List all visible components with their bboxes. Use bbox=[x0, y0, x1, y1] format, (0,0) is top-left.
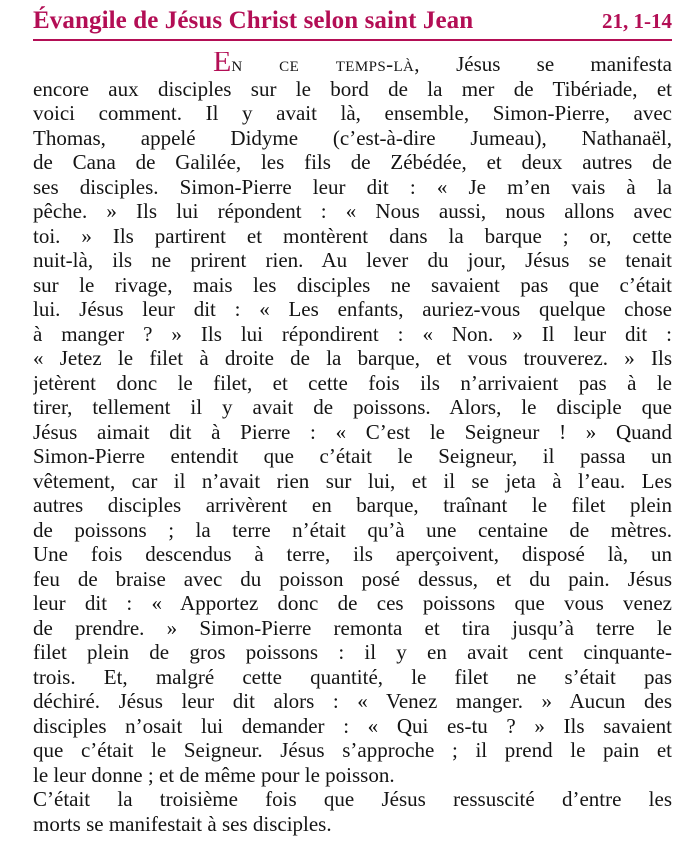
body-line: vêtement, car il n’avait rien sur lui, et il se jeta à l’eau. Les bbox=[33, 468, 672, 493]
body-line: de prendre. » Simon-Pierre remonta et tira jusqu’à terre le bbox=[33, 615, 672, 640]
reading-title: Évangile de Jésus Christ selon saint Jean bbox=[33, 7, 474, 34]
body-line: lui. Jésus leur dit : « Les enfants, auriez-vous quelque chose bbox=[33, 297, 672, 321]
body-line: morts se manifestait à ses disciples. bbox=[33, 811, 332, 836]
body-line: feu de braise avec du poisson posé dessus, et du pain. Jésus bbox=[33, 566, 672, 591]
body-line: leur dit : « Apportez donc de ces poissons que vous venez bbox=[33, 591, 672, 615]
body-line: le leur donne ; et de même pour le poisson. bbox=[33, 762, 395, 787]
body-line: « Jetez le filet à droite de la barque, et vous trouverez. » Ils bbox=[33, 346, 672, 370]
body-line: disciples n’osait lui demander : « Qui es-tu ? » Ils savaient bbox=[33, 713, 672, 738]
body-line: Simon-Pierre entendit que c’était le Seigneur, il passa un bbox=[33, 444, 672, 468]
reading-reference: 21, 1-14 bbox=[602, 9, 672, 33]
body-line: C’était la troisième fois que Jésus ressuscité d’entre les bbox=[33, 787, 672, 811]
body-line: Thomas, appelé Didyme (c’est-à-dire Jumeau), Nathanaël, bbox=[33, 125, 672, 150]
body-line: trois. Et, malgré cette quantité, le filet ne s’était pas bbox=[33, 664, 672, 689]
body-line: Une fois descendus à terre, ils aperçoivent, disposé là, un bbox=[33, 542, 672, 566]
incipit-smallcaps: n ce temps-là, bbox=[231, 52, 420, 76]
body-line: ses disciples. Simon-Pierre leur dit : « Je m’en vais à la bbox=[33, 174, 672, 199]
dropcap-initial: E bbox=[213, 52, 232, 77]
body-line: pêche. » Ils lui répondent : « Nous aussi, nous allons avec bbox=[33, 199, 672, 223]
body-line: encore aux disciples sur le bord de la mer de Tibériade, et bbox=[33, 76, 672, 101]
body-line: de Cana de Galilée, les fils de Zébédée, et deux autres de bbox=[33, 150, 672, 174]
body-line: filet plein de gros poissons : il y en avait cent cinquante- bbox=[33, 640, 672, 664]
body-line: de poissons ; la terre n’était qu’à une centaine de mètres. bbox=[33, 517, 672, 542]
header-rule bbox=[33, 39, 672, 41]
body-line: voici comment. Il y avait là, ensemble, Simon-Pierre, avec bbox=[33, 101, 672, 125]
reading-header bbox=[33, 5, 672, 37]
body-line: que c’était le Seigneur. Jésus s’approche ; il prend le pain et bbox=[33, 738, 672, 762]
body-line: autres disciples arrivèrent en barque, traînant le filet plein bbox=[33, 493, 672, 517]
body-line: nuit-là, ils ne prirent rien. Au lever du jour, Jésus se tenait bbox=[33, 248, 672, 272]
body-line: tirer, tellement il y avait de poissons. Alors, le disciple que bbox=[33, 395, 672, 419]
body-lines bbox=[33, 77, 672, 837]
body-line: jetèrent donc le filet, et cette fois ils n’arrivaient pas à le bbox=[33, 370, 672, 395]
body-line: toi. » Ils partirent et montèrent dans la barque ; or, cette bbox=[33, 223, 672, 248]
body-line: Jésus aimait dit à Pierre : « C’est le Seigneur ! » Quand bbox=[33, 419, 672, 444]
first-line-rest: Jésus se manifesta bbox=[456, 52, 672, 76]
body-line: à manger ? » Ils lui répondirent : « Non. » Il leur dit : bbox=[33, 321, 672, 346]
body-line: déchiré. Jésus leur dit alors : « Venez manger. » Aucun des bbox=[33, 689, 672, 713]
body-line-first bbox=[33, 52, 672, 77]
reading-body bbox=[33, 52, 672, 836]
body-line: sur le rivage, mais les disciples ne savaient pas que c’était bbox=[33, 272, 672, 297]
